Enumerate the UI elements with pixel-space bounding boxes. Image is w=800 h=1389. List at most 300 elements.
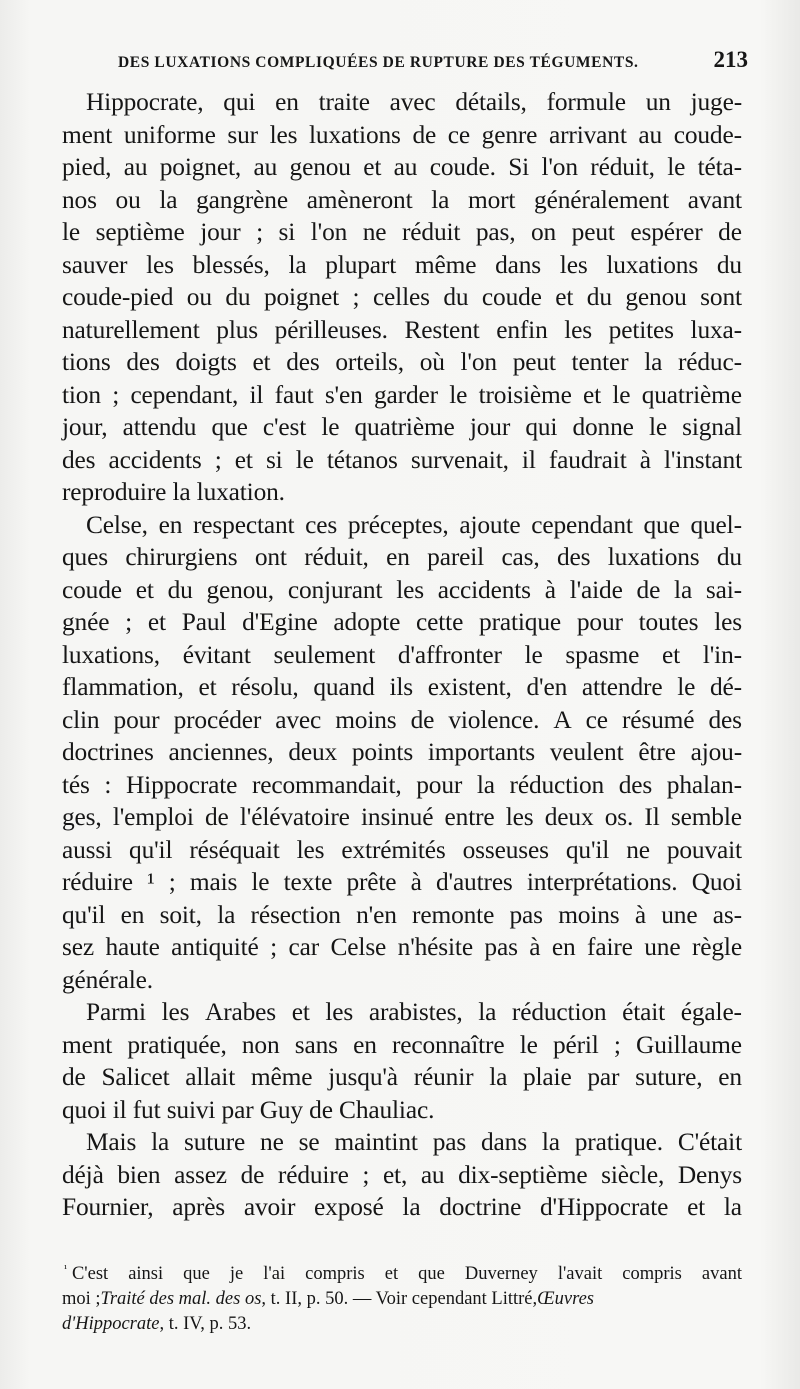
word: pour [576, 608, 623, 636]
word: sur [227, 120, 258, 149]
word: ou [115, 185, 141, 214]
text-line [62, 899, 742, 932]
word: semble [670, 803, 742, 831]
word: l'instant [663, 445, 742, 474]
word: évitant [182, 640, 251, 669]
word: signal [682, 413, 742, 441]
word: deux [288, 738, 338, 766]
word: de [204, 803, 229, 831]
word: avec [389, 88, 436, 116]
word: qu'il [565, 835, 610, 864]
word: du [167, 575, 193, 604]
word: la [151, 1128, 170, 1156]
word: d'autres [435, 868, 513, 896]
word: des [286, 348, 320, 376]
word: et [583, 380, 602, 409]
text-line [62, 1029, 742, 1062]
word: existent, [427, 673, 512, 701]
word: la [431, 185, 450, 214]
footnote-text: , t. II, p. 50. — Voir cependant Littré, [261, 1289, 538, 1309]
word: qu'il [129, 835, 173, 864]
word: plupart [325, 250, 397, 279]
word: téta- [697, 153, 742, 181]
word: gnée [62, 608, 110, 636]
word: nos [62, 185, 97, 214]
word: après [172, 1193, 226, 1221]
word: coude-pied [62, 283, 174, 311]
word: seulement [273, 640, 376, 669]
word: avant [701, 1264, 742, 1284]
word: ¹ [147, 868, 155, 896]
word: peut [571, 218, 615, 246]
word: Parmi [86, 998, 146, 1026]
word: et [135, 575, 154, 604]
word: procéder [173, 705, 262, 734]
word: doigts [175, 348, 237, 376]
footnote-line-1 [62, 1262, 742, 1287]
text-line [62, 281, 742, 314]
word: sai- [705, 575, 742, 604]
word: même [250, 1063, 313, 1091]
word: bien [117, 1160, 161, 1189]
word: de [718, 218, 742, 246]
word: coude [481, 283, 542, 311]
word: pouvait [666, 835, 742, 864]
text-line [62, 736, 742, 769]
word: chirurgiens [125, 543, 238, 571]
word: mais [189, 868, 238, 896]
word: et [147, 608, 166, 636]
word: car [288, 933, 320, 961]
word: la [288, 250, 307, 279]
word: à [544, 575, 556, 604]
word: et, [382, 1160, 408, 1189]
word: accidents [108, 445, 202, 474]
word: n'en [356, 900, 397, 929]
word: être [638, 738, 676, 766]
text-line [62, 119, 742, 152]
word: d'Egine [242, 608, 318, 636]
word: C'était [677, 1128, 742, 1156]
running-head [118, 47, 748, 73]
word: ces [305, 510, 338, 539]
word: le [251, 868, 270, 896]
word: l'aide [569, 575, 623, 604]
word: allait [185, 1063, 236, 1091]
word: attendre [581, 673, 663, 701]
word: respectant [193, 510, 295, 539]
word: l'on [460, 348, 497, 376]
word: c'est [262, 413, 307, 441]
text-line [62, 346, 742, 379]
footnote-line-3 [62, 1312, 742, 1337]
word: avoir [243, 1193, 296, 1221]
word: il [521, 445, 536, 474]
word: traite [318, 88, 370, 116]
word: réduit [401, 218, 461, 246]
word: au [253, 153, 278, 181]
word: dans [480, 1128, 527, 1156]
word: des [618, 770, 653, 799]
word: septième [95, 218, 185, 246]
footnote-citation-title: d'Hippocrate [62, 1314, 160, 1334]
word: reconnaître [391, 1030, 505, 1059]
word: ; [125, 608, 133, 636]
text-line [62, 1126, 742, 1159]
word: Hippocrate [125, 770, 238, 799]
word: soit, [159, 900, 202, 929]
text-line [62, 314, 742, 347]
word: en [551, 933, 576, 961]
word: ainsi [128, 1264, 164, 1284]
word: doctrine [439, 1193, 522, 1221]
footnote-citation-title: Œuvres [537, 1289, 594, 1309]
word: la [489, 1063, 508, 1091]
footnote-marker: ¹ [64, 1262, 68, 1275]
word: résumé [621, 705, 695, 734]
word: cependant [531, 510, 633, 539]
word: à [529, 933, 541, 961]
word: genou [289, 153, 351, 181]
word: coude. [429, 153, 496, 181]
word: qui [525, 413, 558, 441]
word: pareil [427, 543, 485, 571]
word: ; [256, 218, 263, 246]
word: à [639, 445, 651, 474]
paragraph-2 [62, 509, 742, 997]
word: importants [427, 738, 535, 766]
word: de [410, 705, 435, 734]
word: sez [62, 933, 94, 961]
word: quel- [690, 510, 742, 539]
word: quatrième [641, 380, 742, 409]
word: d'affronter [397, 640, 502, 669]
word: arrivant [548, 120, 627, 149]
word: je [229, 1264, 244, 1284]
word: où [419, 348, 445, 376]
word: tion [62, 380, 101, 409]
word: juge- [690, 88, 742, 116]
word: compris [622, 1264, 682, 1284]
word: les [161, 998, 190, 1026]
word: en [120, 900, 145, 929]
text-line [62, 606, 742, 639]
word: jour [469, 413, 511, 441]
word: la [478, 998, 497, 1026]
word: que [211, 413, 248, 441]
word: pratiquée, [127, 1030, 227, 1059]
footnote-text: moi ; [62, 1289, 101, 1309]
word: ment [62, 120, 113, 149]
word: moins [335, 705, 397, 734]
word: en [386, 543, 410, 571]
text-line [62, 931, 742, 964]
word: la [541, 1128, 560, 1156]
footnote-citation-title: Traité des mal. des os [100, 1289, 262, 1309]
word: luxations [309, 120, 401, 149]
word: remonte [412, 900, 495, 929]
word: la [723, 1193, 742, 1221]
word: ques [62, 543, 108, 571]
text-line [62, 379, 742, 412]
word: généralement [534, 185, 669, 214]
word: sauver [62, 250, 128, 279]
word: non [241, 1030, 280, 1059]
word: le [519, 1030, 538, 1059]
word: spasme [565, 640, 640, 669]
word: genre [481, 120, 538, 149]
word: réduction [509, 770, 605, 799]
word: que [643, 510, 680, 539]
word: survenait, [410, 445, 509, 474]
paragraph-3 [62, 996, 742, 1126]
word: était [622, 998, 666, 1026]
text-line [62, 671, 742, 704]
word: un [645, 88, 671, 116]
word: du [716, 250, 742, 279]
word: troisième [478, 380, 572, 409]
word: de [412, 120, 437, 149]
word: deux [544, 803, 594, 831]
word: recommandait, [251, 770, 402, 799]
word: garder [373, 380, 438, 409]
text-line [62, 476, 742, 509]
text-line [62, 184, 742, 217]
line-text: générale. [62, 965, 153, 994]
word: ges, [62, 803, 102, 831]
word: ; [352, 283, 360, 311]
word: le [62, 218, 81, 246]
word: et [234, 445, 253, 474]
word: attendu [122, 413, 197, 441]
word: maintint [334, 1128, 418, 1156]
word: Celse, [86, 510, 148, 539]
text-line [62, 249, 742, 282]
word: de [62, 1063, 86, 1091]
word: la [674, 575, 693, 604]
word: dix-septième [458, 1160, 588, 1189]
word: les [146, 250, 174, 279]
word: coude- [673, 120, 742, 149]
word: à [634, 900, 646, 929]
word: os. [604, 803, 634, 831]
word: par [587, 1063, 620, 1091]
word: arabistes, [368, 998, 463, 1026]
word: luxations [606, 250, 699, 279]
word: en [158, 510, 183, 539]
word: on [531, 218, 557, 246]
word: s'en [324, 380, 363, 409]
word: des [62, 445, 96, 474]
word: luxations, [62, 640, 160, 669]
text-line [62, 639, 742, 672]
word: suture, [635, 1063, 703, 1091]
word: d'en [526, 673, 568, 701]
word: les [714, 608, 742, 636]
word: le [295, 445, 314, 474]
word: Arabes [205, 998, 277, 1026]
word: règle [691, 933, 742, 961]
word: du [716, 543, 742, 571]
word: ; [168, 868, 176, 896]
word: la [159, 185, 178, 214]
word: déjà [62, 1160, 104, 1189]
word: d'Hippocrate [540, 1193, 669, 1221]
word: se [298, 1128, 320, 1156]
word: poignet [263, 283, 340, 311]
word: et [198, 673, 217, 701]
word: du [586, 283, 612, 311]
text-line [62, 1159, 742, 1192]
word: et [687, 1193, 706, 1221]
word: quand [313, 673, 375, 701]
word: jusqu'à [328, 1063, 398, 1091]
word: Hippocrate, [86, 88, 204, 116]
word: petites [608, 315, 674, 344]
word: points [351, 738, 414, 766]
word: faire [587, 933, 633, 961]
word: mort [467, 185, 516, 214]
word: Duverney [464, 1264, 538, 1284]
word: Restent [404, 315, 480, 344]
word: A [553, 705, 572, 734]
word: les [296, 835, 325, 864]
word: toutes [638, 608, 699, 636]
word: plus [216, 315, 259, 344]
word: même [414, 250, 477, 279]
word: clin [62, 705, 100, 734]
word: ajoute [459, 510, 521, 539]
word: la [402, 1193, 421, 1221]
word: et [555, 283, 574, 311]
word: pas [484, 933, 518, 961]
word: des [556, 543, 591, 571]
word: pied, [62, 153, 112, 181]
word: les [505, 803, 534, 831]
word: ne [260, 1128, 284, 1156]
word: au [393, 153, 418, 181]
word: le [449, 380, 468, 409]
word: du [225, 283, 251, 311]
word: espérer [630, 218, 703, 246]
word: tés [62, 770, 90, 799]
word: ont [254, 543, 287, 571]
word: cette [416, 608, 464, 636]
word: et [291, 998, 310, 1026]
text-line [62, 866, 742, 899]
word: résolu, [231, 673, 299, 701]
word: jour, [62, 413, 108, 441]
word: préceptes, [347, 510, 449, 539]
word: blessés, [192, 250, 270, 279]
word: pas, [475, 218, 516, 246]
word: sans [294, 1030, 338, 1059]
text-line [62, 769, 742, 802]
word: jour [200, 218, 241, 246]
word: Guillaume [636, 1030, 742, 1059]
text-line [62, 541, 742, 574]
word: : [104, 770, 112, 799]
word: dé- [709, 673, 742, 701]
word: péril [552, 1030, 599, 1059]
running-title: DES LUXATIONS COMPLIQUÉES DE RUPTURE DES TÉGUMENTS. [118, 54, 639, 71]
word: extrémités [341, 835, 446, 864]
word: dans [495, 250, 542, 279]
word: prête [346, 868, 397, 896]
word: pour [113, 705, 160, 734]
word: tétanos [326, 445, 398, 474]
word: doctrines [62, 738, 154, 766]
text-line [62, 411, 742, 444]
word: ne [626, 835, 650, 864]
word: cas, [501, 543, 540, 571]
word: luxations [607, 543, 700, 571]
word: faut [274, 380, 314, 409]
word: Si [508, 153, 530, 181]
word: la [217, 900, 236, 929]
word: détails, [455, 88, 527, 116]
word: Quoi [691, 868, 742, 896]
word: à [410, 868, 422, 896]
text-line [62, 151, 742, 184]
word: as- [712, 900, 742, 929]
text-line [62, 1191, 742, 1224]
word: en [353, 1030, 377, 1059]
paragraph-4 [62, 1126, 742, 1224]
word: genou, [206, 575, 274, 604]
word: phalan- [666, 770, 742, 799]
word: entre [444, 803, 495, 831]
word: une [644, 933, 681, 961]
body-text [62, 86, 742, 1224]
word: veulent [549, 738, 624, 766]
word: avant [687, 185, 742, 214]
word: exposé [314, 1193, 384, 1221]
word: en [275, 88, 299, 116]
word: ne [362, 218, 387, 246]
word: genou [625, 283, 687, 311]
word: que [418, 1264, 445, 1284]
word: de [636, 575, 661, 604]
word: l'ai [263, 1264, 286, 1284]
word: Celse [330, 933, 387, 961]
word: au [638, 120, 663, 149]
word: Denys [677, 1160, 742, 1189]
word: réduc- [677, 348, 742, 376]
word: ; [362, 1160, 370, 1189]
text-line [62, 801, 742, 834]
word: si [265, 445, 283, 474]
word: pas [432, 1128, 467, 1156]
word: naturellement [62, 315, 200, 344]
word: suture [184, 1128, 246, 1156]
word: conjurant [287, 575, 383, 604]
word: réduit, [304, 543, 369, 571]
word: au [420, 1160, 445, 1189]
word: le [612, 380, 631, 409]
word: Mais [86, 1128, 137, 1156]
word: des [708, 705, 742, 734]
word: osseuses [462, 835, 549, 864]
text-line [62, 509, 742, 542]
word: pratique [479, 608, 562, 636]
word: ; [214, 445, 222, 474]
text-line [62, 86, 742, 119]
word: quatrième [354, 413, 455, 441]
word: l'avait [557, 1264, 603, 1284]
word: et [384, 1264, 399, 1284]
word: l'in- [702, 640, 742, 669]
